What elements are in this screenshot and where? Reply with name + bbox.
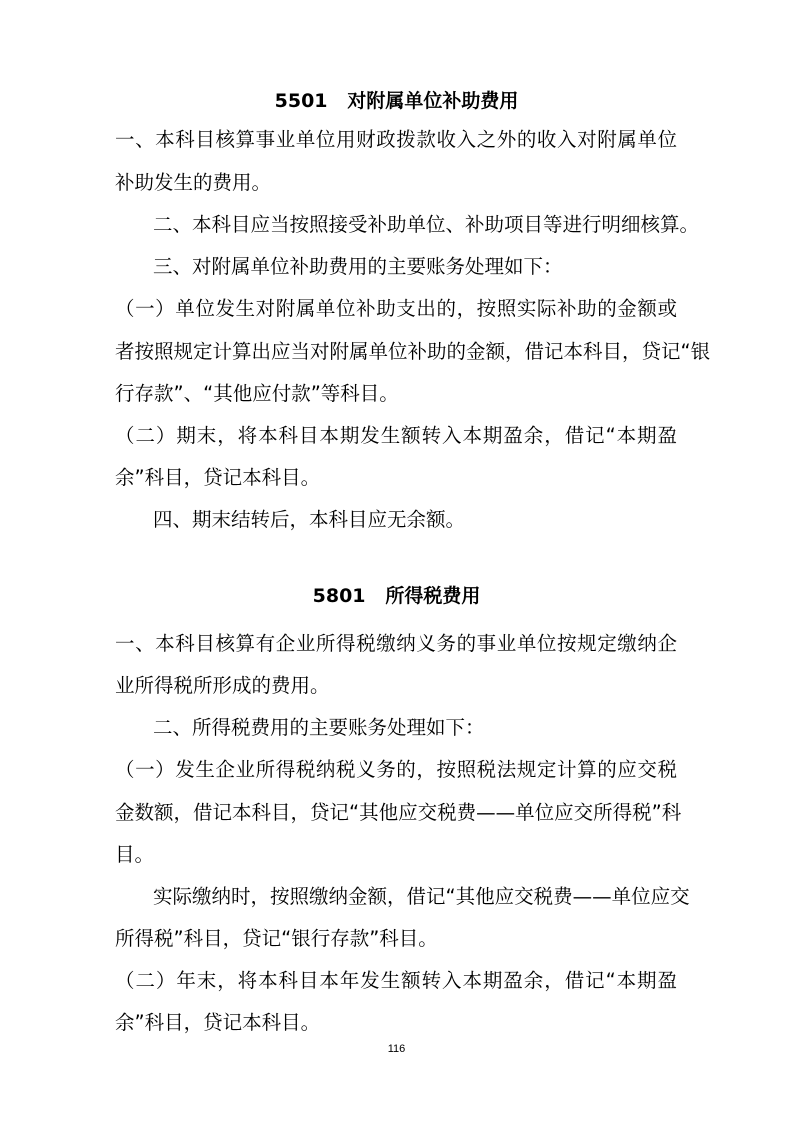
section-heading-5801: 5801 所得税费用 [312, 585, 481, 607]
paragraph-line: 者按照规定计算出应当对附属单位补助的金额，借记本科目，贷记“银 [115, 340, 711, 363]
paragraph-line: 补助发生的费用。 [115, 171, 272, 194]
paragraph-line: （二）年末，将本科目本年发生额转入本期盈余，借记“本期盈 [115, 969, 677, 992]
page-number: 116 [387, 1043, 406, 1055]
paragraph-line: 实际缴纳时，按照缴纳金额，借记“其他应交税费——单位应交 [153, 885, 690, 908]
paragraph-line: 业所得税所形成的费用。 [115, 674, 330, 697]
paragraph-line: 金数额，借记本科目，贷记“其他应交税费——单位应交所得税”科 [115, 801, 682, 824]
paragraph-line: 二、所得税费用的主要账务处理如下： [153, 716, 485, 739]
section-heading-5501: 5501 对附属单位补助费用 [274, 90, 519, 112]
paragraph-line: 余”科目，贷记本科目。 [115, 1011, 321, 1034]
paragraph-line: （一）单位发生对附属单位补助支出的，按照实际补助的金额或 [115, 297, 677, 320]
paragraph-line: 目。 [115, 843, 155, 866]
paragraph-line: 一、本科目核算事业单位用财政拨款收入之外的收入对附属单位 [115, 128, 677, 151]
paragraph-line: 行存款”、“其他应付款”等科目。 [115, 382, 399, 405]
paragraph-line: （二）期末，将本科目本期发生额转入本期盈余，借记“本期盈 [115, 424, 677, 447]
paragraph-line: （一）发生企业所得税纳税义务的，按照税法规定计算的应交税 [115, 758, 677, 781]
paragraph-line: 三、对附属单位补助费用的主要账务处理如下： [153, 255, 563, 278]
paragraph-line: 二、本科目应当按照接受补助单位、补助项目等进行明细核算。 [153, 213, 700, 236]
paragraph-line: 四、期末结转后，本科目应无余额。 [153, 508, 466, 531]
paragraph-line: 余”科目，贷记本科目。 [115, 466, 321, 489]
paragraph-line: 一、本科目核算有企业所得税缴纳义务的事业单位按规定缴纳企 [115, 632, 677, 655]
paragraph-line: 所得税”科目，贷记“银行存款”科目。 [115, 927, 438, 950]
